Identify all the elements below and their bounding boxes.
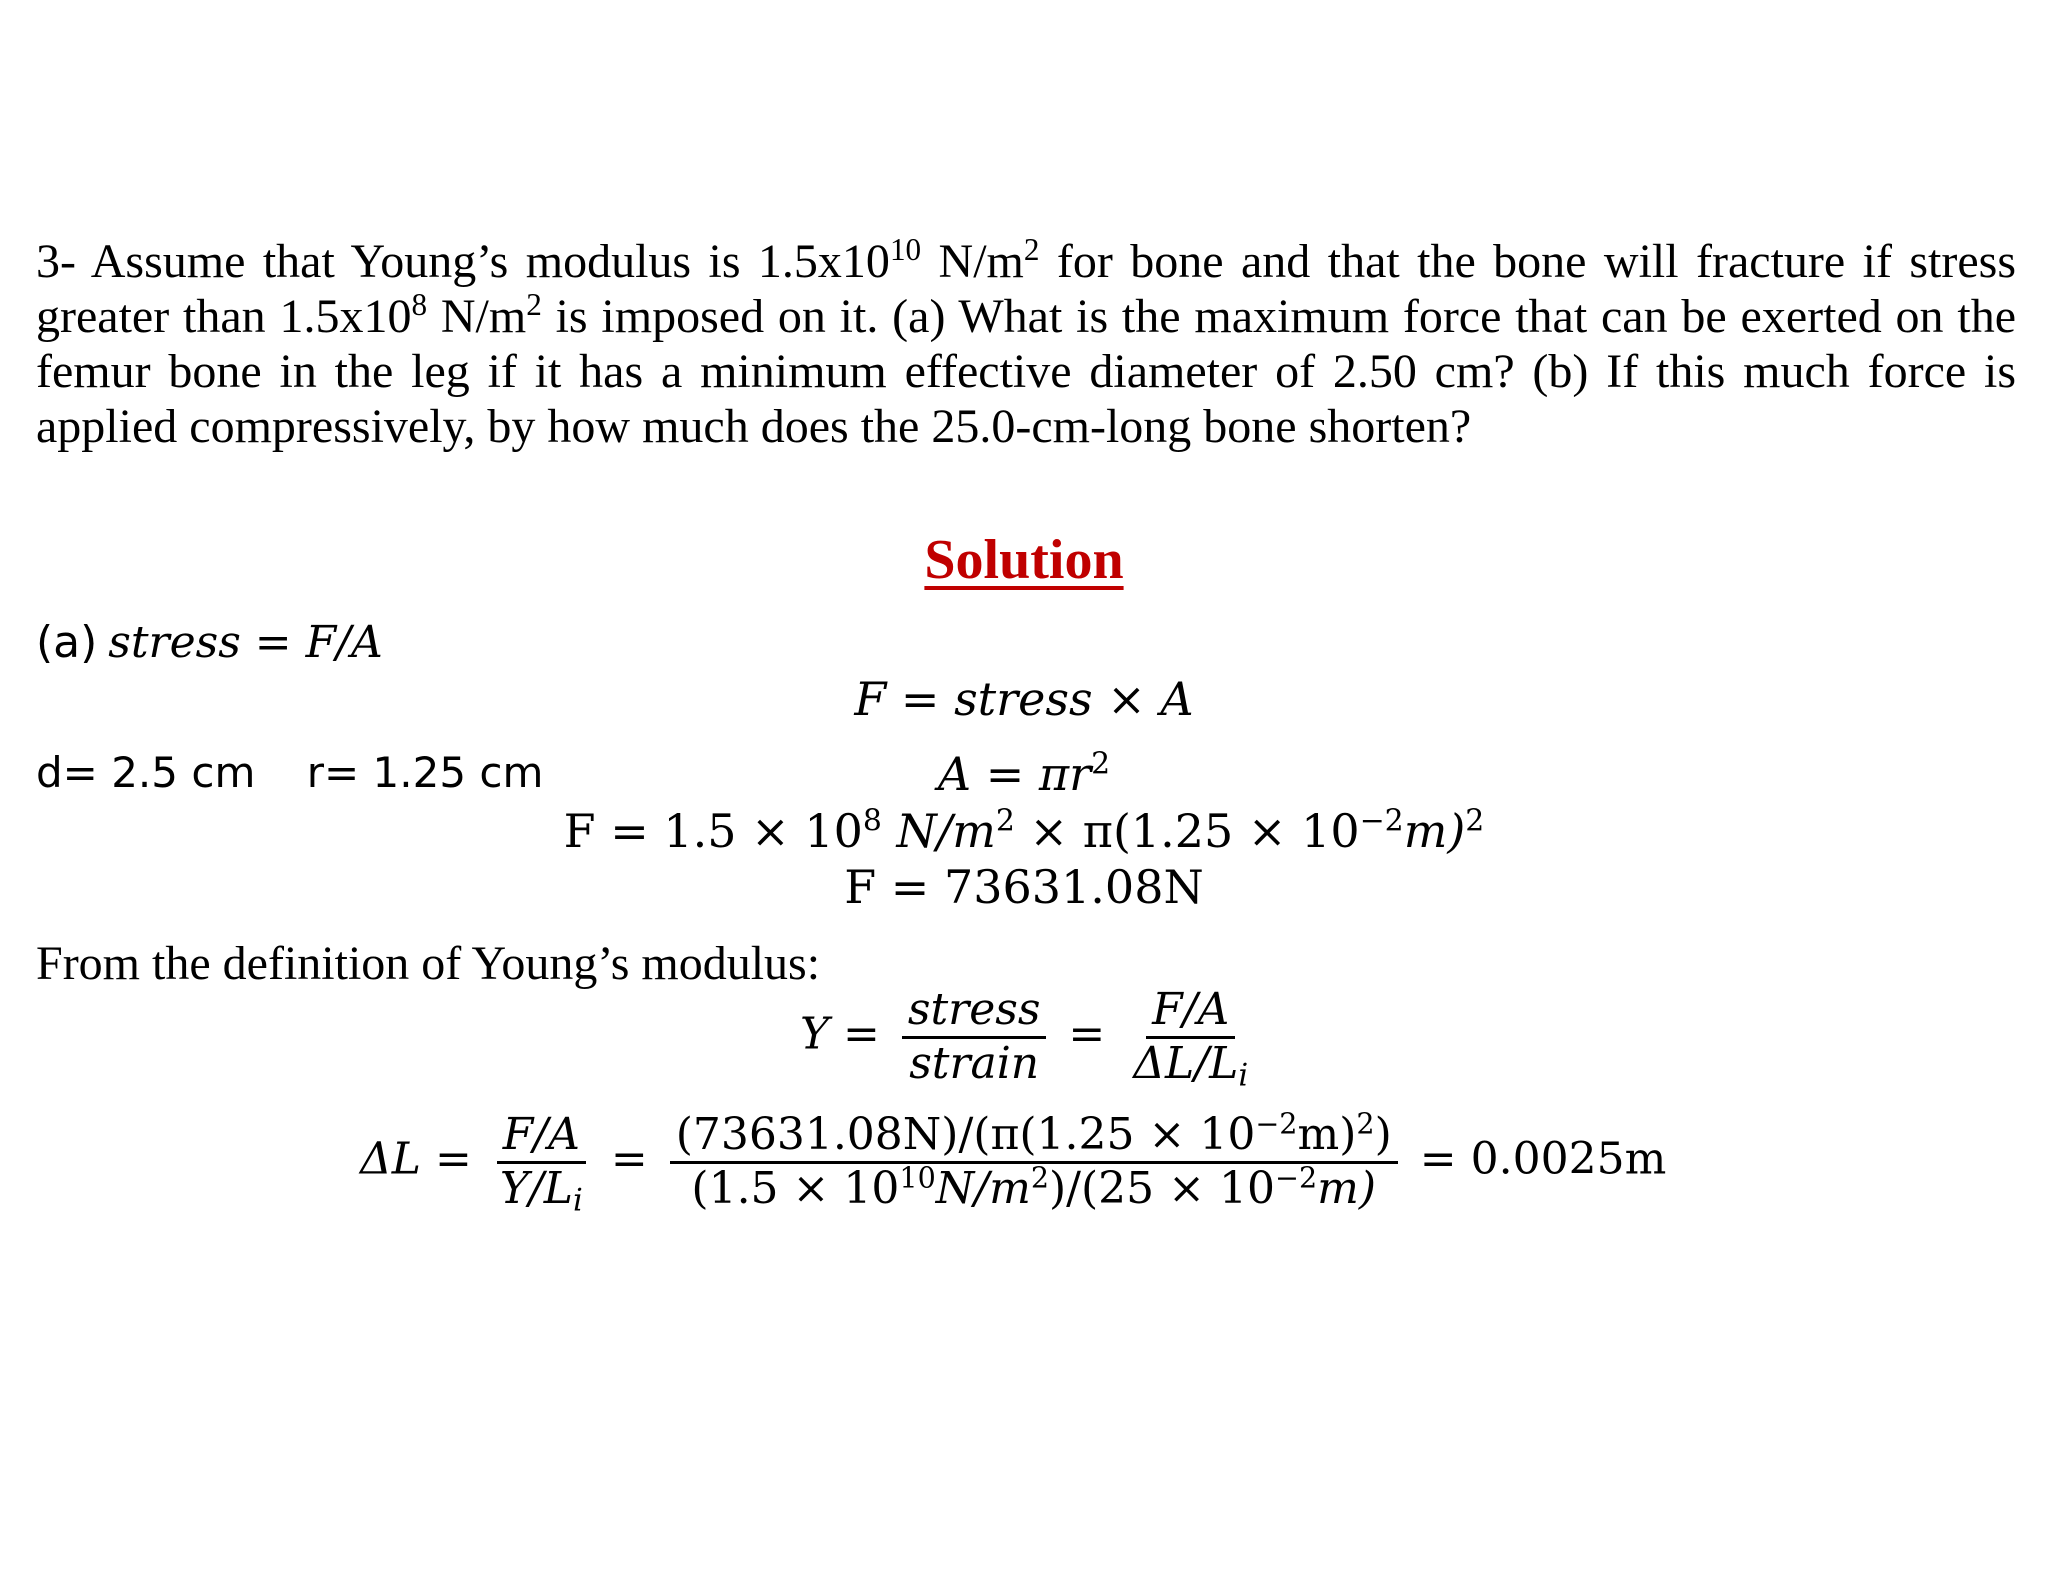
stress-definition: stress = F/A (108, 617, 383, 668)
part-a-label: (a) (36, 617, 98, 668)
force-formula: F = stress × A (854, 672, 1194, 726)
force-result: F = 73631.08N (844, 860, 1204, 914)
force-substitution: $F = 1.5 \times 10^8$ $N/m^2 \times \pi(1.25 \times 10^{-2}m)^2$ (563, 803, 1485, 858)
part-a-stress-definition (36, 617, 383, 668)
delta-l-equation: ΔL = $\frac{F/A}{Y/L_i}$ = $\frac{(73631.08N)/(\pi(1.25 \times 10^{-2}m)^2)}{(1.5 \times 10^{10}N/m^2)/(25 \times 10^{-2}m)}$ = 0.0025m (360, 1106, 1667, 1219)
area-formula: $A = \pi r^2$ (937, 746, 1111, 801)
delta-l-result: = 0.0025m (1419, 1133, 1667, 1185)
numeric-fraction: $\frac{(73631.08N)/(\pi(1.25 \times 10^{-2}m)^2)}{(1.5 \times 10^{10}N/m^2)/(25 \times 10^{-2}m)}$ (670, 1110, 1398, 1214)
delta-l-lhs: ΔL = (360, 1133, 472, 1185)
radius-value: r= 1.25 cm (306, 748, 544, 797)
stress-strain-fraction: $\frac{\text{stress}}{\text{strain}}$ (902, 985, 1047, 1089)
young-modulus-equation: Y = $\frac{\text{stress}}{\text{strain}}$ = $\frac{F/A}{\Delta L/L_i}$ (800, 985, 1262, 1089)
young-modulus-intro: From the definition of Young’s modulus: (36, 937, 821, 990)
force-area-strain-fraction: $\frac{F/A}{\Delta L/L_i}$ (1133, 984, 1249, 1094)
y-lhs: Y = (800, 1008, 880, 1060)
problem-statement: 3- Assume that Young’s modulus is $1.5x10^{10}$ $N/m^2$ for bone and that the bone will fracture if stress greater than $1.5x10^8$ $N/m^2$ is imposed on it. (a) What is the maximum force that can be exerted on the femur bone in the leg if it has a minimum effective diameter of 2.50 cm? (b) If this much force is applied compressively, by how much does the 25.0-cm-long bone shorten? (36, 231, 2017, 453)
diameter-value: d= 2.5 cm (36, 748, 256, 797)
solution-heading: Solution (924, 529, 1124, 591)
fa-over-yl-fraction: $\frac{F/A}{Y/L_i}$ (494, 1110, 589, 1214)
